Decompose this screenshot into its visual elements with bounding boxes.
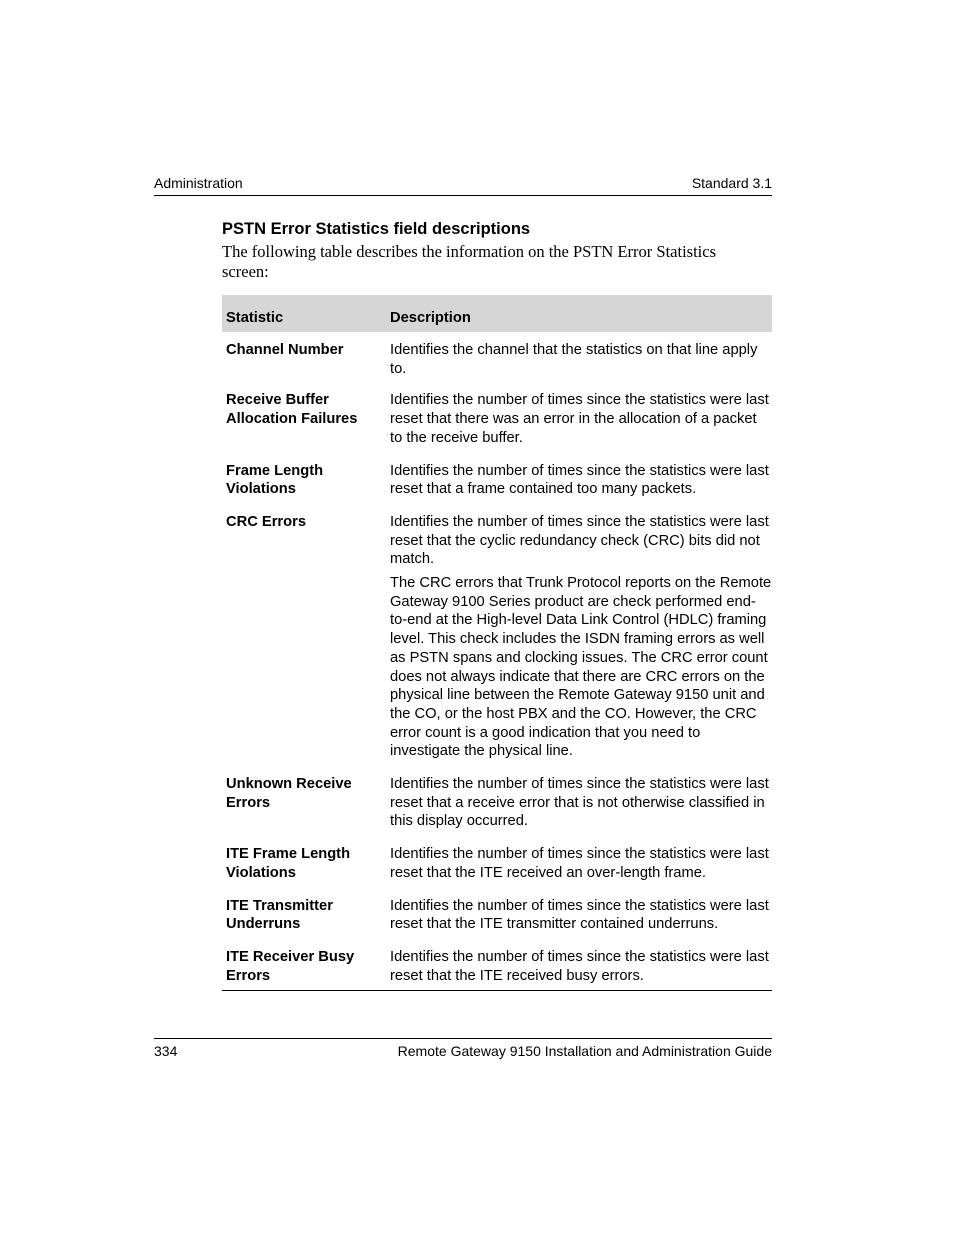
description-paragraph: Identifies the number of times since the statistics were last reset that there was an error in the allocation of a packet to the receive buffer. [390,392,769,446]
statistic-name: CRC Errors [226,513,306,530]
description-paragraph: The CRC errors that Trunk Protocol reports on the Remote Gateway 9100 Series product are check performed end-to-end at the High-level Data Link Control (HDLC) framing level. This check includes the ISDN framing errors as well as PSTN spans and clocking issues. The CRC error count does not always indicate that there are CRC errors on the physical line between the Remote Gateway 9150 unit and the CO, or the host PBX and the CO. However, the CRC error count is a good indication that you need to investigate the physical line. [390,575,772,760]
guide-title: Remote Gateway 9150 Installation and Administration Guide [397,1043,772,1059]
description-paragraph: Identifies the channel that the statistics on that line apply to. [390,342,758,377]
page-footer [154,1038,772,1059]
statistic-description [390,341,772,378]
intro-paragraph: The following table describes the information on the PSTN Error Statistics screen: [222,242,716,281]
column-header-description: Description [390,310,471,327]
statistic-name: Frame Length Violations [226,462,324,498]
page-header [154,175,772,196]
statistic-description [390,462,772,499]
statistic-name: ITE Receiver Busy Errors [226,948,355,984]
description-paragraph: Identifies the number of times since the statistics were last reset that the ITE received an over-length frame. [390,846,769,881]
statistics-table [222,295,772,991]
table-row [222,948,772,985]
description-paragraph: Identifies the number of times since the statistics were last reset that the cyclic redundancy check (CRC) bits did not match. [390,513,769,568]
description-paragraph: Identifies the number of times since the statistics were last reset that the ITE received busy errors. [390,948,769,984]
statistic-name: Receive Buffer Allocation Failures [226,392,358,428]
table-row [222,845,772,882]
table-header-row [222,295,772,332]
statistic-description [390,948,772,985]
header-version: Standard 3.1 [691,175,772,191]
statistic-description [390,391,772,447]
header-section-name: Administration [154,175,243,191]
statistic-description [390,845,772,882]
statistic-name: Channel Number [226,342,344,358]
statistic-description [390,513,772,761]
description-paragraph: Identifies the number of times since the statistics were last reset that the ITE transmitter contained underruns. [390,897,769,933]
section-title: PSTN Error Statistics field descriptions [222,220,531,238]
table-row [222,391,772,447]
table-bottom-rule [222,990,772,991]
statistic-description [390,775,772,831]
table-row [222,462,772,499]
statistic-name: Unknown Receive Errors [226,776,352,811]
page-number: 334 [154,1043,178,1059]
statistic-description [390,897,772,934]
table-row [222,897,772,934]
table-row [222,341,772,378]
table-row [222,513,772,761]
table-row [222,775,772,831]
description-paragraph: Identifies the number of times since the statistics were last reset that a frame contained too many packets. [390,462,769,498]
column-header-statistic: Statistic [226,310,284,327]
statistic-name: ITE Transmitter Underruns [226,897,333,933]
description-paragraph: Identifies the number of times since the statistics were last reset that a receive error that is not otherwise classified in this display occurred. [390,776,769,830]
statistic-name: ITE Frame Length Violations [226,846,351,881]
